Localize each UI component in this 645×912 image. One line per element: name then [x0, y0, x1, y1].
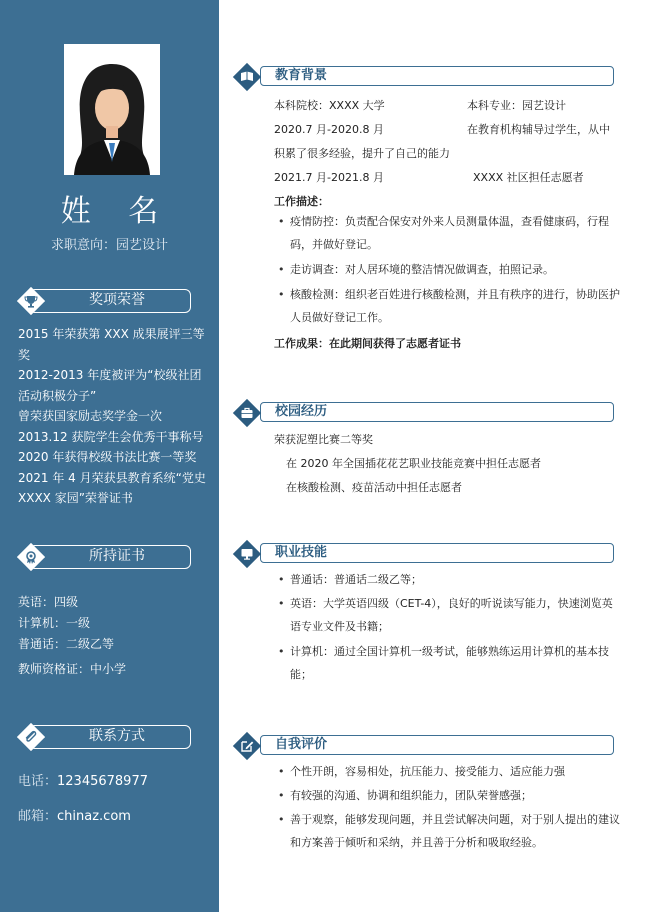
list-item: • 个性开朗，容易相处，抗压能力、接受能力、适应能力强	[278, 760, 620, 783]
list-item: • 有较强的沟通、协调和组织能力，团队荣誉感强；	[278, 784, 620, 807]
contact-title: 联系方式	[89, 728, 145, 744]
candidate-name: 姓 名	[60, 194, 173, 229]
campus-item: 在 2020 年全国插花花艺职业技能竞赛中担任志愿者	[286, 457, 541, 470]
badge-icon	[17, 543, 45, 571]
list-item: • 善于观察，能够发现问题，并且尝试解决问题，对于别人提出的建议和方案善于倾听和采纳，并且善于分析和吸取经验。	[278, 808, 620, 854]
list-item: 曾荣获国家励志奖学金一次	[18, 409, 163, 423]
campus-item: 荣获泥塑比赛二等奖	[274, 433, 373, 446]
list-item: XXXX 家园”荣誉证书	[18, 491, 133, 505]
trophy-icon	[17, 287, 45, 315]
list-item: • 计算机：通过全国计算机一级考试，能够熟练运用计算机的基本技能；	[278, 640, 620, 686]
edu-period-1: 2020.7 月-2020.8 月	[274, 123, 384, 136]
contact-header	[17, 725, 191, 749]
education-title: 教育背景	[275, 68, 328, 83]
campus-header	[232, 400, 614, 424]
list-item: 2015 年荣获第 XXX 成果展评三等奖	[18, 327, 205, 362]
awards-list	[18, 324, 214, 509]
list-item: 活动积极分子”	[18, 388, 97, 403]
phone-value[interactable]: 12345678977	[57, 774, 148, 789]
phone-label: 电话：	[18, 774, 58, 789]
teacher-cert: 教师资格证：中小学	[18, 662, 127, 676]
list-item: 2012-2013 年度被评为“校级社团	[18, 368, 202, 382]
list-item: 计算机：一级	[18, 616, 91, 630]
certs-title: 所持证书	[89, 548, 145, 564]
edu-desc-1b: 积累了很多经验，提升了自己的能力	[274, 147, 450, 160]
awards-title: 奖项荣誉	[89, 292, 145, 308]
job-intent: 求职意向：园艺设计	[50, 238, 168, 253]
work-result: 工作成果：在此期间获得了志愿者证书	[274, 337, 461, 350]
campus-item: 在核酸检测、疫苗活动中担任志愿者	[286, 481, 462, 494]
list-item: 2020 年获得校级书法比赛一等奖	[18, 450, 197, 464]
phone-row	[18, 770, 148, 789]
self-title: 自我评价	[275, 737, 328, 752]
certs-list	[18, 592, 214, 655]
edu-desc-1a: 在教育机构辅导过学生，从中	[467, 123, 610, 136]
list-item: 英语：四级	[18, 595, 79, 609]
list-item: • 走访调查：对人居环境的整洁情况做调查，拍照记录。	[278, 258, 620, 281]
skills-title: 职业技能	[275, 545, 328, 560]
monitor-icon	[232, 539, 262, 569]
education-header	[232, 64, 614, 88]
campus-title: 校园经历	[275, 404, 328, 419]
list-item: • 疫情防控：负责配合保安对外来人员测量体温，查看健康码，行程码，并做好登记。	[278, 210, 620, 256]
email-row	[18, 805, 131, 824]
list-item: 普通话：二级乙等	[18, 637, 115, 651]
email-value[interactable]: chinaz.com	[57, 809, 131, 824]
edit-icon	[232, 731, 262, 761]
briefcase-icon	[232, 398, 262, 428]
list-item: 2021 年 4 月荣获县教育系统“党史	[18, 470, 206, 485]
edu-school: 本科院校：XXXX 大学	[274, 99, 385, 112]
edu-major: 本科专业：园艺设计	[467, 99, 566, 112]
awards-header	[17, 289, 191, 313]
edu-desc-2: XXXX 社区担任志愿者	[473, 171, 584, 184]
list-item: • 普通话：普通话二级乙等；	[278, 568, 620, 591]
list-item: 2013.12 获院学生会优秀干事称号	[18, 429, 204, 444]
email-label: 邮箱：	[18, 809, 58, 824]
skills-header	[232, 541, 614, 565]
sidebar	[0, 0, 219, 912]
edu-period-2: 2021.7 月-2021.8 月	[274, 171, 384, 184]
book-icon	[232, 62, 262, 92]
certs-header	[17, 545, 191, 569]
list-item: • 英语：大学英语四级（CET-4），良好的听说读写能力，快速浏览英语专业文件及书籍；	[278, 592, 620, 638]
list-item: • 核酸检测：组织老百姓进行核酸检测，并且有秩序的进行，协助医护人员做好登记工作。	[278, 283, 620, 329]
profile-photo	[64, 44, 160, 175]
self-header	[232, 733, 614, 757]
paperclip-icon	[17, 723, 45, 751]
work-description-label: 工作描述：	[274, 195, 329, 208]
